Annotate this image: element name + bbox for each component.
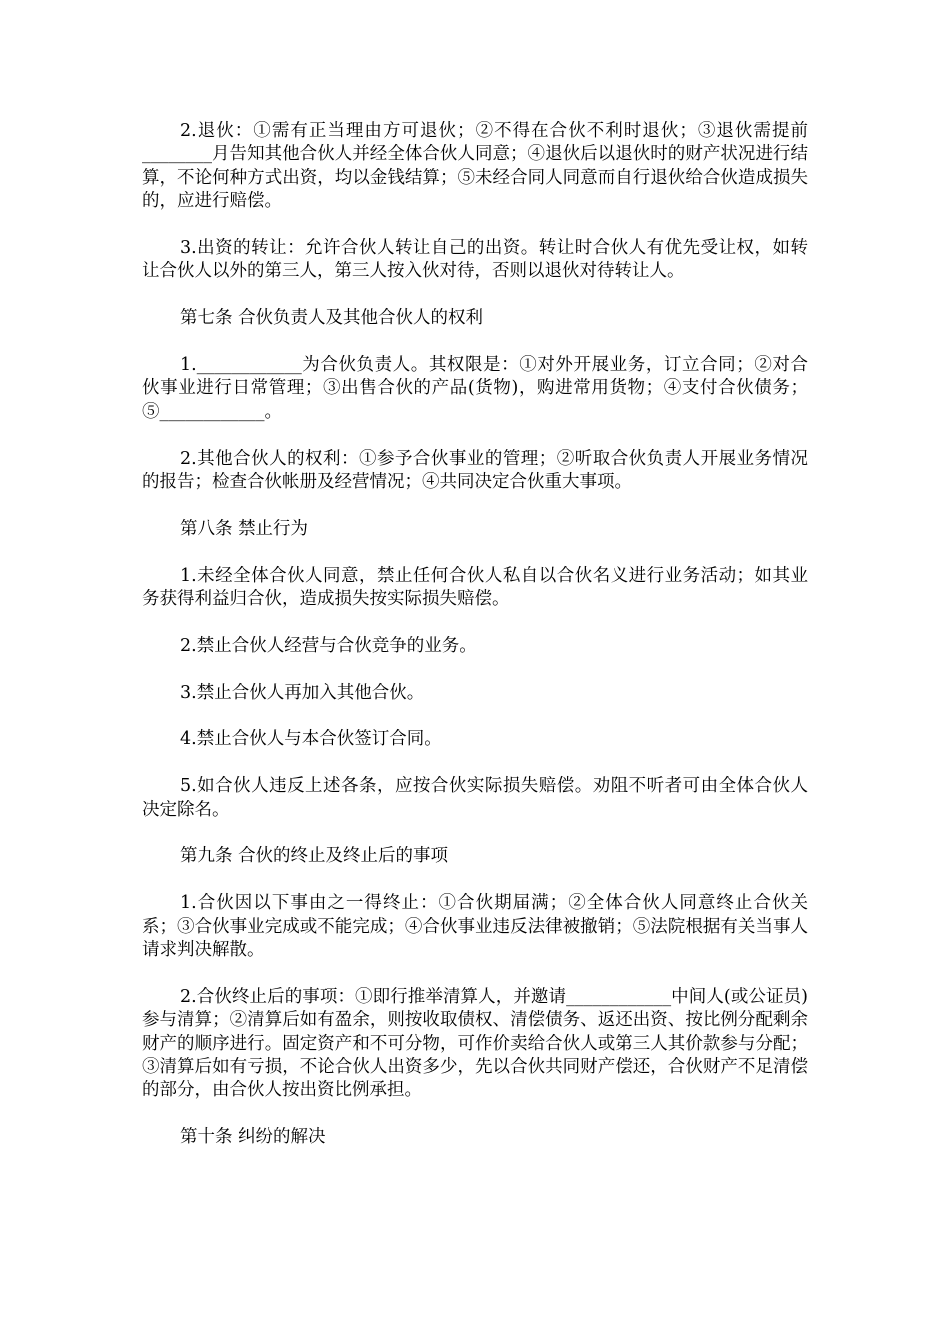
clause-6-item-3-transfer: 3.出资的转让：允许合伙人转让自己的出资。转让时合伙人有优先受让权，如转让合伙人以外的第三人，第三人按入伙对待，否则以退伙对待转让人。 bbox=[142, 238, 808, 282]
clause-6-item-2-withdrawal: 2.退伙：①需有正当理由方可退伙；②不得在合伙不利时退伙；③退伙需提前________月告知其他合伙人并经全体合伙人同意；④退伙后以退伙时的财产状况进行结算，不论何种方式出资，均以金钱结算；⑤未经合同人同意而自行退伙给合伙造成损失的，应进行赔偿。 bbox=[142, 121, 808, 212]
clause-7-item-2-rights: 2.其他合伙人的权利：①参予合伙事业的管理；②听取合伙负责人开展业务情况的报告；检查合伙帐册及经营情况；④共同决定合伙重大事项。 bbox=[142, 448, 808, 493]
clause-7-item-1-manager: 1.____________为合伙负责人。其权限是：①对外开展业务，订立合同；②对合伙事业进行日常管理；③出售合伙的产品(货物)，购进常用货物；④支付合伙债务；⑤____________。 bbox=[142, 355, 808, 422]
article-10-heading: 第十条 纠纷的解决 bbox=[180, 1127, 326, 1148]
clause-9-item-2: 2.合伙终止后的事项：①即行推举清算人，并邀请____________中间人(或公证员)参与清算；②清算后如有盈余，则按收取债权、清偿债务、返还出资、按比例分配剩余财产的顺序进行。固定资产和不可分物，可作价卖给合伙人或第三人其价款参与分配；③清算后如有亏损，不论合伙人出资多少，先以合伙共同财产偿还，合伙财产不足清偿的部分，由合伙人按出资比例承担。 bbox=[142, 986, 808, 1101]
clause-8-item-4: 4.禁止合伙人与本合伙签订合同。 bbox=[180, 729, 442, 750]
clause-8-item-3: 3.禁止合伙人再加入其他合伙。 bbox=[180, 682, 425, 703]
clause-9-item-1: 1.合伙因以下事由之一得终止：①合伙期届满；②全体合伙人同意终止合伙关系；③合伙事业完成或不能完成；④合伙事业违反法律被撤销；⑤法院根据有关当事人请求判决解散。 bbox=[142, 893, 808, 961]
clause-8-item-1: 1.未经全体合伙人同意，禁止任何合伙人私自以合伙名义进行业务活动；如其业务获得利益归合伙，造成损失按实际损失赔偿。 bbox=[142, 565, 808, 610]
article-7-heading: 第七条 合伙负责人及其他合伙人的权利 bbox=[180, 308, 484, 329]
document-page bbox=[142, 120, 808, 1173]
article-8-heading: 第八条 禁止行为 bbox=[180, 518, 309, 539]
clause-8-item-5: 5.如合伙人违反上述各条，应按合伙实际损失赔偿。劝阻不听者可由全体合伙人决定除名。 bbox=[142, 776, 808, 820]
article-9-heading: 第九条 合伙的终止及终止后的事项 bbox=[180, 846, 449, 867]
clause-8-item-2: 2.禁止合伙人经营与合伙竞争的业务。 bbox=[180, 635, 477, 656]
